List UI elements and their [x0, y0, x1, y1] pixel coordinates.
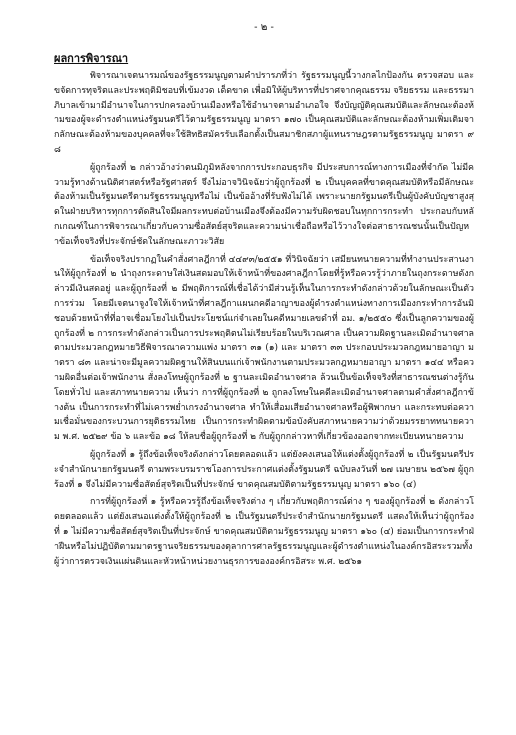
paragraph-constitution-intent: พิจารณาเจตนารมณ์ของรัฐธรรมนูญตามคำปรารภที่ว่า รัฐธรรมนูญนี้วางกลไกป้องกัน ตรวจสอบ และขจัดการทุจริตและประพฤติมิชอบที่เข้มงวด เด็ดขาด เพื่อมิให้ผู้บริหารที่ปราศจากคุณธรรม จริยธรรม และธรรมาภิบาลเข้ามามีอำนาจในการปกครองบ้านเมืองหรือใช้อำนาจตามอำเภอใจ จึงบัญญัติคุณสมบัติและลักษณะต้องห้ามของผู้จะดำรงตำแหน่งรัฐมนตรีไว้ตามรัฐธรรมนูญ มาตรา ๑๗๐ เป็นคุณสมบัติและลักษณะต้องห้ามเพิ่มเติมจากลักษณะต้องห้ามของบุคคลที่จะใช้สิทธิสมัครรับเลือกตั้งเป็นสมาชิกสภาผู้แทนราษฎรตามรัฐธรรมนูญ มาตรา ๙๘ [54, 71, 474, 155]
paragraph-supreme-court-order: ข้อเท็จจริงปรากฏในคำสั่งศาลฎีกาที่ ๔๔๙๓/๒๕๕๑ ที่วินิจฉัยว่า เสมียนทนายความที่ทำงานประสานงานให้ผู้ถูกร้องที่ ๒ นำถุงกระดาษใส่เงินสดมอบให้เจ้าหน้าที่ของศาลฎีกาโดยที่รู้หรือควรรู้ว่าภายในถุงกระดาษดังกล่าวมีเงินสดอยู่ และผู้ถูกร้องที่ ๒ มีพฤติการณ์ที่เชื่อได้ว่ามีส่วนรู้เห็นในการกระทำดังกล่าวด้วยในลักษณะเป็นตัวการร่วม โดยมีเจตนาจูงใจให้เจ้าหน้าที่ศาลฎีกาแผนกคดีอาญาของผู้ดำรงตำแหน่งทางการเมืองกระทำการอันมิชอบด้วยหน้าที่ที่อาจเชื่อมโยงไปเป็นประโยชน์แก่จำเลยในคดีหมายเลขดำที่ อม. ๑/๒๕๕๐ ซึ่งเป็นลูกความของผู้ถูกร้องที่ ๒ การกระทำดังกล่าวเป็นการประพฤติตนไม่เรียบร้อยในบริเวณศาล เป็นความผิดฐานละเมิดอำนาจศาลตามประมวลกฎหมายวิธีพิจารณาความแพ่ง มาตรา ๓๑ (๑) และ มาตรา ๓๓ ประกอบประมวลกฎหมายอาญา มาตรา ๘๓ และน่าจะมีมูลความผิดฐานให้สินบนแก่เจ้าพนักงานตามประมวลกฎหมายอาญา มาตรา ๑๔๔ หรือความผิดอื่นต่อเจ้าพนักงาน สั่งลงโทษผู้ถูกร้องที่ ๒ ฐานละเมิดอำนาจศาล ล้วนเป็นข้อเท็จจริงที่สาธารณชนต่างรู้กันโดยทั่วไป และสภาทนายความ เห็นว่า การที่ผู้ถูกร้องที่ ๒ ถูกลงโทษในคดีละเมิดอำนาจศาลตามคำสั่งศาลฎีกาข้างต้น เป็นการกระทำที่ไม่เคารพย่ำเกรงอำนาจศาล ทำให้เสื่อมเสียอำนาจศาลหรือผู้พิพากษา และกระทบต่อความเชื่อมั่นของกระบวนการยุติธรรมไทย เป็นการกระทำผิดตามข้อบังคับสภาทนายความว่าด้วยมรรยาททนายความ พ.ศ. ๒๕๒๙ ข้อ ๖ และข้อ ๑๘ ให้ลบชื่อผู้ถูกร้องที่ ๒ กับผู้ถูกกล่าวหาที่เกี่ยวข้องออกจากทะเบียนทนายความ [54, 254, 474, 443]
page-number: - ๒ - [254, 22, 274, 33]
paragraph-respondent-claim: ผู้ถูกร้องที่ ๒ กล่าวอ้างว่าตนมิภูมิหลังจากการประกอบธุรกิจ มีประสบการณ์ทางการเมืองที่จำกัด ไม่มีความรู้ทางด้านนิติศาสตร์หรือรัฐศาสตร์ จึงไม่อาจวินิจฉัยว่าผู้ถูกร้องที่ ๒ เป็นบุคคลที่ขาดคุณสมบัติหรือมีลักษณะต้องห้ามเป็นรัฐมนตรีตามรัฐธรรมนูญหรือไม่ เป็นข้ออ้างที่รับฟังไม่ได้ เพราะนายกรัฐมนตรีเป็นผู้บังคับบัญชาสูงสุดในฝ่ายบริหารทุกการตัดสินใจมีผลกระทบต่อบ้านเมืองจึงต้องมีความรับผิดชอบในทุกการกระทำ ประกอบกับหลักเกณฑ์ในการพิจารณาเกี่ยวกับความซื่อสัตย์สุจริตและความน่าเชื่อถือหรือไว้วางใจต่อสาธารณชนนั้นเป็นปัญหาข้อเท็จจริงที่ประจักษ์ชัดในลักษณะภาวะวิสัย [54, 162, 474, 247]
paragraph-appointment: ผู้ถูกร้องที่ ๑ รู้ถึงข้อเท็จจริงดังกล่าวโดยตลอดแล้ว แต่ยังคงเสนอให้แต่งตั้งผู้ถูกร้องที่ ๒ เป็นรัฐมนตรีประจำสำนักนายกรัฐมนตรี ตามพระบรมราชโองการประกาศแต่งตั้งรัฐมนตรี ฉบับลงวันที่ ๒๗ เมษายน ๒๕๖๗ ผู้ถูกร้องที่ ๑ จึงไม่มีความซื่อสัตย์สุจริตเป็นที่ประจักษ์ ขาดคุณสมบัติตามรัฐธรรมนูญ มาตรา ๑๖๐ (๔) [54, 449, 474, 490]
paragraph-ethics-violation: การที่ผู้ถูกร้องที่ ๑ รู้หรือควรรู้ถึงข้อเท็จจริงต่าง ๆ เกี่ยวกับพฤติการณ์ต่าง ๆ ของผู้ถูกร้องที่ ๒ ดังกล่าวโดยตลอดแล้ว แต่ยังเสนอแต่งตั้งให้ผู้ถูกร้องที่ ๒ เป็นรัฐมนตรีประจำสำนักนายกรัฐมนตรี แสดงให้เห็นว่าผู้ถูกร้องที่ ๑ ไม่มีความซื่อสัตย์สุจริตเป็นที่ประจักษ์ ขาดคุณสมบัติตามรัฐธรรมนูญ มาตรา ๑๖๐ (๔) ย่อมเป็นการกระทำฝ่าฝืนหรือไม่ปฏิบัติตามมาตรฐานจริยธรรมของตุลาการศาลรัฐธรรมนูญและผู้ดำรงตำแหน่งในองค์กรอิสระรวมทั้งผู้ว่าการตรวจเงินแผ่นดินและหัวหน้าหน่วยงานธุรการขององค์กรอิสระ พ.ศ. ๒๕๖๑ [54, 497, 474, 567]
section-heading: ผลการพิจารณา [54, 52, 129, 65]
